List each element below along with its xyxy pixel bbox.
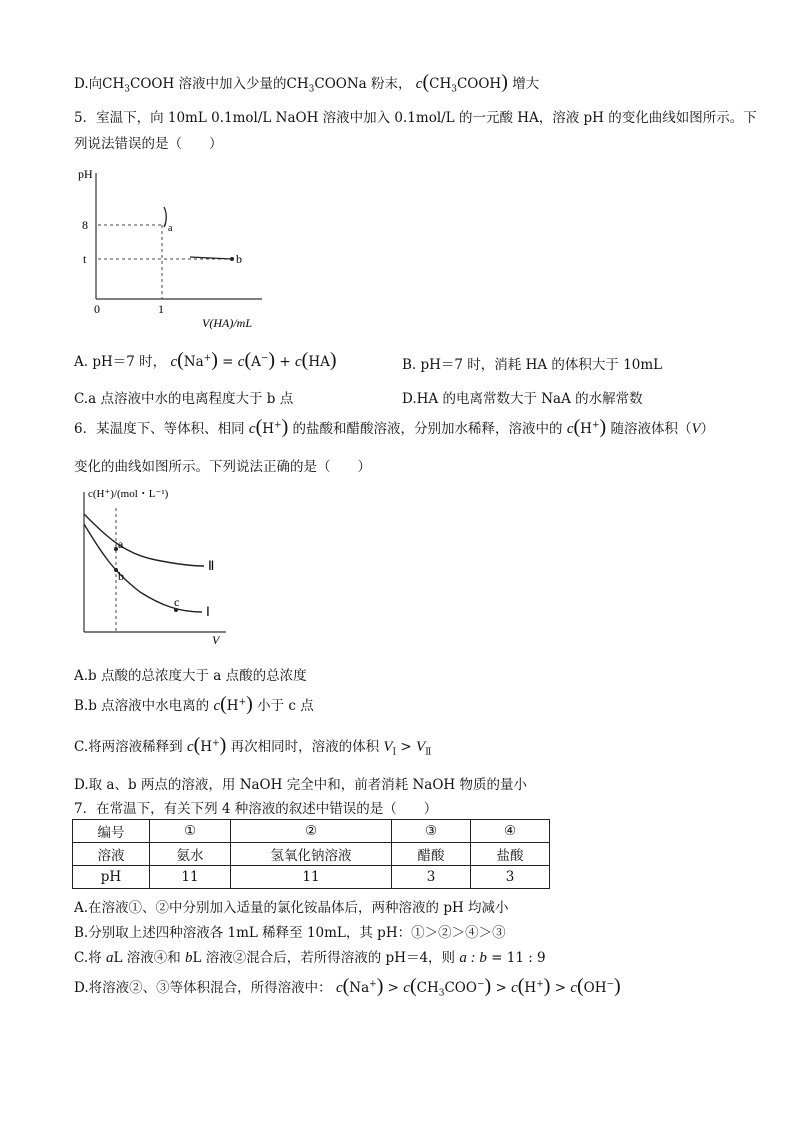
q6c-mid: 再次相同时，溶液的体积 bbox=[230, 739, 380, 755]
q6-point-a: a bbox=[118, 537, 124, 551]
table-row bbox=[73, 843, 550, 866]
sub: 3 bbox=[438, 988, 445, 999]
q4d-text-4: 增大 bbox=[512, 76, 540, 92]
paren: ( bbox=[244, 349, 252, 371]
q4-option-d bbox=[74, 71, 539, 95]
q6-curve-ii bbox=[84, 514, 204, 566]
paren: ( bbox=[177, 349, 184, 371]
c-symbol: c bbox=[566, 421, 574, 437]
q6-stem-b: 的盐酸和醋酸溶液，分别加水稀释，溶液中的 bbox=[292, 421, 563, 437]
paren: ) bbox=[376, 975, 384, 997]
c-symbol: c bbox=[213, 698, 221, 714]
table-cell: 氢氧化钠溶液 bbox=[231, 843, 392, 866]
q6b-post: 小于 c 点 bbox=[257, 698, 314, 714]
paren: ( bbox=[576, 975, 584, 997]
paren: ( bbox=[422, 71, 430, 93]
v-symbol: V bbox=[691, 421, 701, 437]
table-cell: ④ bbox=[471, 820, 550, 843]
q5-option-d: D.HA 的电离常数大于 NaA 的水解常数 bbox=[402, 391, 643, 407]
ion: H bbox=[262, 421, 275, 437]
table-cell: 11 bbox=[231, 866, 392, 889]
ion: OH bbox=[583, 980, 607, 996]
paren: ( bbox=[220, 693, 227, 715]
v-symbol: V bbox=[416, 739, 426, 755]
c-symbol: c bbox=[186, 739, 194, 755]
q7-option-b: B.分别取上述四种溶液各 1mL 稀释至 10mL，其 pH：①＞②＞④＞③ bbox=[74, 925, 506, 941]
paren: ( bbox=[255, 416, 263, 438]
q4d-text-1: D.向CH bbox=[74, 76, 125, 92]
paren: ( bbox=[517, 975, 525, 997]
c-symbol: c bbox=[570, 980, 577, 996]
q5-ylabel: pH bbox=[78, 167, 93, 181]
paren: ) bbox=[246, 693, 253, 715]
ion: H bbox=[200, 739, 213, 755]
q4d-text-2: COOH 溶液中加入少量的CH bbox=[129, 76, 309, 92]
q6-curve-i-label: Ⅰ bbox=[206, 604, 210, 619]
table-row bbox=[73, 820, 550, 843]
paren: ( bbox=[193, 734, 201, 756]
table-cell: ① bbox=[150, 820, 231, 843]
sub: 3 bbox=[308, 84, 315, 95]
q5-xtick-1: 1 bbox=[158, 302, 164, 316]
q6-point-c: c bbox=[174, 595, 180, 609]
ion: CH bbox=[416, 980, 439, 996]
q7d-pre: D.将溶液②、③等体积混合，所得溶液中： bbox=[74, 980, 332, 996]
sup: + bbox=[212, 738, 220, 749]
sup: + bbox=[536, 979, 544, 990]
q5-option-c: C.a 点溶液中水的电离程度大于 b 点 bbox=[74, 391, 294, 407]
table-cell: 11 bbox=[150, 866, 231, 889]
paren: ( bbox=[301, 349, 309, 371]
q7c-mid2: L 溶液②混合后，若所得溶液的 pH＝4，则 bbox=[192, 950, 460, 966]
q5-stem-line1: 5．室温下，向 10mL 0.1mol/L NaOH 溶液中加入 0.1mol/L 的一元酸 HA，溶液 pH 的变化曲线如图所示。下 bbox=[74, 110, 757, 126]
species: CH bbox=[429, 76, 452, 92]
sup: − bbox=[476, 979, 485, 990]
q5-ytick-t: t bbox=[83, 252, 87, 266]
q5-curve-a bbox=[164, 207, 166, 227]
q6-ch-figure bbox=[76, 484, 236, 646]
sup: + bbox=[238, 697, 247, 708]
q5-ytick-8: 8 bbox=[82, 218, 88, 232]
gt: > bbox=[554, 980, 567, 996]
ion: Na bbox=[349, 980, 370, 996]
paren: ) bbox=[543, 975, 551, 997]
q6-option-c bbox=[74, 734, 431, 758]
sup: − bbox=[606, 979, 615, 990]
q7-option-a: A.在溶液①、②中分别加入适量的氯化铵晶体后，两种溶液的 pH 均减小 bbox=[74, 900, 509, 916]
sup: + bbox=[203, 353, 212, 364]
q7c-pre: C.将 bbox=[74, 950, 106, 966]
paren: ) bbox=[211, 349, 218, 371]
q6-stem-d: ） bbox=[700, 421, 715, 437]
q7-stem: 7．在常温下，有关下列 4 种溶液的叙述中错误的是（ ） bbox=[74, 801, 438, 817]
table-cell: 3 bbox=[471, 866, 550, 889]
q5-ph-figure bbox=[72, 163, 272, 333]
q6-ylabel: c(H⁺)/(mol・L⁻¹) bbox=[88, 488, 169, 500]
paren: ( bbox=[409, 975, 417, 997]
q7c-mid1: L 溶液④和 bbox=[113, 950, 185, 966]
c-symbol: c bbox=[403, 980, 410, 996]
paren: ) bbox=[614, 975, 621, 997]
sup: + bbox=[591, 420, 600, 431]
q6b-pre: B.b 点溶液中水电离的 bbox=[74, 698, 210, 714]
q5-point-b: b bbox=[236, 252, 242, 266]
paren: ) bbox=[484, 975, 492, 997]
species: COOH bbox=[456, 76, 502, 92]
sub: Ⅱ bbox=[425, 747, 432, 758]
q7-table bbox=[72, 819, 550, 889]
ion: Na bbox=[183, 354, 204, 370]
table-row bbox=[73, 866, 550, 889]
gt: > bbox=[387, 980, 399, 996]
c-symbol: c bbox=[170, 354, 178, 370]
gt: > bbox=[396, 739, 417, 755]
v-symbol: V bbox=[383, 739, 393, 755]
table-cell: 氨水 bbox=[150, 843, 231, 866]
q6-option-b bbox=[74, 693, 314, 716]
paren: ) bbox=[268, 349, 276, 371]
q6-option-a: A.b 点酸的总浓度大于 a 点酸的总浓度 bbox=[74, 668, 307, 684]
c-symbol: c bbox=[237, 354, 245, 370]
paren: ) bbox=[501, 71, 508, 93]
ratio-value: = 11 : 9 bbox=[486, 950, 546, 966]
ion: H bbox=[580, 421, 592, 437]
sup: + bbox=[274, 420, 282, 431]
gt: > bbox=[495, 980, 507, 996]
q5-xtick-0: 0 bbox=[94, 302, 100, 316]
c-symbol: c bbox=[248, 421, 256, 437]
ion: H bbox=[524, 980, 537, 996]
q6-curve-i bbox=[84, 524, 202, 612]
ion: COO bbox=[444, 980, 477, 996]
q5-option-b: B. pH＝7 时，消耗 HA 的体积大于 10mL bbox=[402, 357, 663, 373]
q6-xlabel: V bbox=[212, 633, 220, 646]
var-b: b bbox=[185, 950, 193, 966]
q6-curve-ii-label: Ⅱ bbox=[208, 558, 215, 573]
table-cell: 溶液 bbox=[73, 843, 150, 866]
q5-xlabel: V(HA)/mL bbox=[202, 316, 252, 330]
ratio: a : b bbox=[459, 950, 487, 966]
ion: H bbox=[226, 698, 239, 714]
table-cell: 醋酸 bbox=[392, 843, 471, 866]
paren: ) bbox=[281, 416, 289, 438]
q5-point-b-dot bbox=[230, 257, 234, 261]
c-symbol: c bbox=[295, 354, 302, 370]
q6-option-d: D.取 a、b 两点的溶液，用 NaOH 完全中和，前者消耗 NaOH 物质的量小 bbox=[74, 777, 527, 793]
table-cell: pH bbox=[73, 866, 150, 889]
table-cell: ③ bbox=[392, 820, 471, 843]
plus: + bbox=[279, 354, 291, 370]
table-cell: 3 bbox=[392, 866, 471, 889]
q5-point-a: a bbox=[168, 223, 173, 234]
q5-stem-line2: 列说法错误的是（ ） bbox=[74, 136, 223, 152]
table-cell: 编号 bbox=[73, 820, 150, 843]
q4d-text-3: COONa 粉末， bbox=[314, 76, 412, 92]
paren: ( bbox=[342, 975, 350, 997]
sub: 3 bbox=[124, 84, 130, 95]
c-symbol: c bbox=[511, 980, 518, 996]
q5-option-a bbox=[74, 349, 337, 372]
ion: A bbox=[251, 354, 261, 370]
paren: ) bbox=[329, 349, 337, 371]
q6c-pre: C.将两溶液稀释到 bbox=[74, 739, 183, 755]
q7-option-c bbox=[74, 946, 546, 967]
q6-point-b: b bbox=[118, 569, 124, 583]
paren: ) bbox=[219, 734, 227, 756]
paren: ) bbox=[599, 416, 607, 438]
c-symbol: c bbox=[335, 980, 343, 996]
q7-option-d bbox=[74, 975, 621, 999]
sup: + bbox=[369, 979, 377, 990]
q6-stem-c: 随溶液体积（ bbox=[610, 421, 692, 437]
q6-stem-line1 bbox=[74, 416, 714, 439]
table-cell: 盐酸 bbox=[471, 843, 550, 866]
paren: ( bbox=[573, 416, 581, 438]
var-a: a bbox=[105, 950, 114, 966]
sup: − bbox=[260, 353, 269, 364]
c-symbol: c bbox=[415, 76, 423, 92]
table-cell: ② bbox=[231, 820, 392, 843]
q5a-pre: A. pH＝7 时， bbox=[74, 354, 167, 370]
sub: 3 bbox=[451, 84, 457, 95]
eq: = bbox=[222, 354, 234, 370]
q6-stem-line2: 变化的曲线如图所示。下列说法正确的是（ ） bbox=[74, 459, 371, 475]
q6-stem-a: 6．某温度下、等体积、相同 bbox=[74, 421, 245, 437]
ion: HA bbox=[308, 354, 330, 370]
sub: Ⅰ bbox=[392, 747, 397, 758]
